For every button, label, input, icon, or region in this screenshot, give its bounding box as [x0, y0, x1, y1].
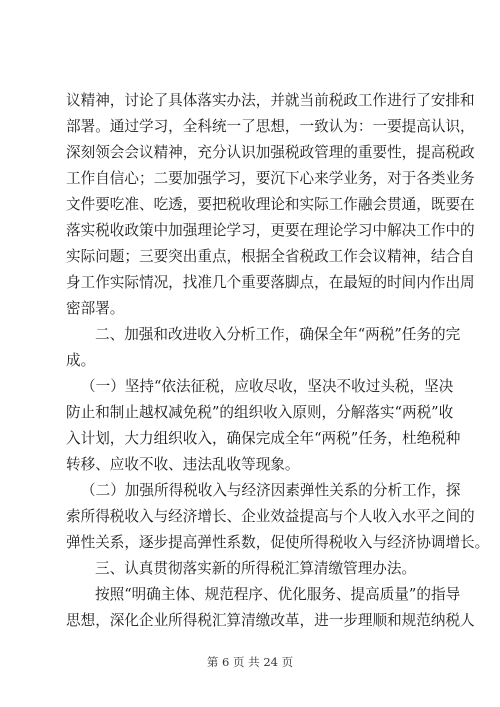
- text-line: 实际问题；三要突出重点，根据全省税政工作会议精神，结合自: [66, 248, 475, 265]
- text-line: 部署。通过学习，全科统一了思想，一致认为：一要提高认识，: [66, 118, 475, 135]
- text-line: 文件要吃准、吃透，要把税收理论和实际工作融会贯通，既要在: [66, 196, 475, 213]
- text-line: 议精神，讨论了具体落实办法，并就当前税政工作进行了安排和: [66, 92, 475, 109]
- body-text: [66, 88, 490, 634]
- text-line: 深刻领会会议精神，充分认识加强税政管理的重要性，提高税政: [66, 144, 475, 161]
- text-line: 身工作实际情况，找准几个重要落脚点，在最短的时间内作出周: [66, 274, 475, 291]
- text-line: 工作自信心；二要加强学习，要沉下心来学业务，对于各类业务: [66, 170, 475, 187]
- text-line: 转移、应收不收、违法乱收等现象。: [66, 456, 300, 473]
- section-heading: 二、加强和改进收入分析工作，确保全年“两税”任务的完: [95, 326, 461, 343]
- subsection-heading: （二）加强所得税收入与经济因素弹性关系的分析工作，探: [81, 482, 461, 499]
- text-line: 入计划，大力组织收入，确保完成全年“两税”任务，杜绝税种: [66, 430, 461, 447]
- page-number: 第 6 页 共 24 页: [206, 655, 294, 669]
- section-heading: 三、认真贯彻落实新的所得税汇算清缴管理办法。: [95, 560, 417, 577]
- text-line: 防止和制止越权减免税”的组织收入原则，分解落实“两税”收: [66, 404, 454, 421]
- text-line: 按照“明确主体、规范程序、优化服务、提高质量”的指导: [95, 586, 461, 603]
- text-line: 密部署。: [66, 300, 125, 317]
- subsection-heading: （一）坚持“依法征税，应收尽收，坚决不收过头税，坚决: [81, 378, 454, 395]
- text-line: 弹性关系，逐步提高弹性系数，促使所得税收入与经济协调增长。: [66, 534, 490, 551]
- text-line: 思想，深化企业所得税汇算清缴改革，进一步理顺和规范纳税人: [66, 612, 475, 629]
- text-line: 成。: [66, 352, 96, 369]
- text-line: 索所得税收入与经济增长、企业效益提高与个人收入水平之间的: [66, 508, 475, 525]
- text-line: 落实税收政策中加强理论学习，更要在理论学习中解决工作中的: [66, 222, 475, 239]
